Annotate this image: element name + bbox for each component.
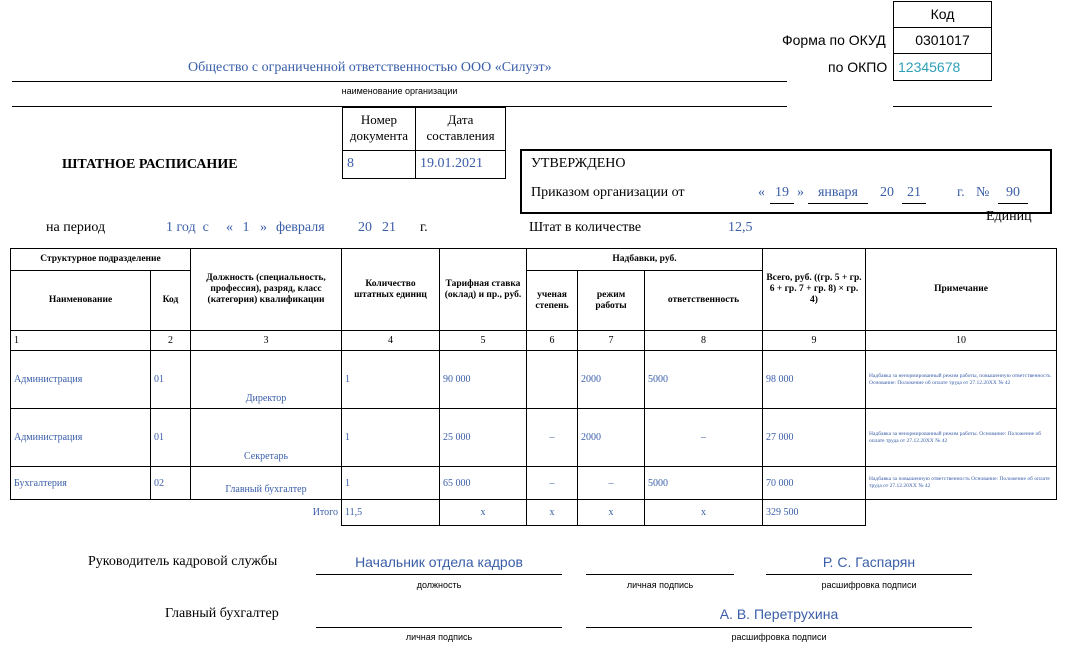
- code-header: Код: [930, 6, 955, 22]
- organization-name: Общество с ограниченной ответственностью ООО «Силуэт»: [188, 60, 552, 75]
- approved-year-line: [902, 203, 926, 204]
- cell-dept: Бухгалтерия: [11, 467, 151, 500]
- doc-date: 19.01.2021: [420, 156, 483, 171]
- th-resp: ответственность: [645, 271, 763, 331]
- accountant-name: А. В. Перетрухина: [719, 606, 839, 622]
- approved-day: 19: [775, 185, 789, 200]
- hr-label: Руководитель кадровой службы: [88, 554, 278, 569]
- th-name: Наименование: [11, 271, 151, 331]
- table-row: [11, 467, 1057, 500]
- cell-regime: –: [578, 467, 645, 500]
- okud-value: 0301017: [915, 32, 970, 48]
- approved-number-line: [998, 203, 1028, 204]
- staff-value: 12,5: [728, 220, 753, 235]
- cell-regime: 2000: [578, 351, 645, 409]
- col-number: 10: [866, 331, 1057, 351]
- cell-rate: 90 000: [440, 351, 527, 409]
- col-number: 5: [440, 331, 527, 351]
- okpo-value: 12345678: [898, 59, 961, 75]
- th-rate: Тарифная ставка (оклад) и пр., руб.: [440, 249, 527, 331]
- col-number: 3: [191, 331, 342, 351]
- hr-position-line: [316, 574, 562, 575]
- cell-degree: [527, 351, 578, 409]
- accountant-label: Главный бухгалтер: [165, 606, 279, 621]
- cell-count: 1: [342, 467, 440, 500]
- approved-quote-open: «: [758, 185, 765, 200]
- approved-quote-close: »: [797, 185, 804, 200]
- doc-number-header: Номер документа: [349, 112, 409, 143]
- approved-month: января: [817, 185, 858, 200]
- col-number: 8: [645, 331, 763, 351]
- accountant-name-line: [586, 627, 972, 628]
- cell-count: 1: [342, 409, 440, 467]
- hr-position-caption: должность: [416, 580, 462, 590]
- th-allowances: Надбавки, руб.: [527, 249, 763, 271]
- period-quote-close: »: [260, 220, 267, 235]
- col-number: 9: [763, 331, 866, 351]
- doc-number: 8: [347, 156, 354, 171]
- cell-degree: –: [527, 467, 578, 500]
- approved-month-line: [808, 203, 868, 204]
- col-number: 1: [11, 331, 151, 351]
- hr-name: Р. С. Гаспарян: [822, 554, 916, 570]
- units-label: Единиц: [986, 209, 1032, 224]
- cell-code: 02: [151, 467, 191, 500]
- th-degree: ученая степень: [527, 271, 578, 331]
- cell-total: 98 000: [763, 351, 866, 409]
- period-g: г.: [420, 220, 428, 235]
- cell-resp: –: [645, 409, 763, 467]
- hr-signature-caption: личная подпись: [626, 580, 694, 590]
- cell-code: 01: [151, 351, 191, 409]
- organization-caption: наименование организации: [341, 86, 458, 96]
- period-day: 1: [242, 220, 250, 235]
- th-code: Код: [151, 271, 191, 331]
- hr-name-line: [766, 574, 972, 575]
- approved-day-line: [770, 203, 794, 204]
- cell-dept: Администрация: [11, 351, 151, 409]
- total-label: Итого: [191, 500, 342, 526]
- approved-title: УТВЕРЖДЕНО: [531, 156, 626, 171]
- approved-year-prefix: 20: [880, 185, 894, 200]
- total-resp: х: [645, 500, 763, 526]
- staff-table: [10, 248, 1057, 526]
- cell-dept: Администрация: [11, 409, 151, 467]
- cell-position: Секретарь: [191, 409, 342, 467]
- cell-total: 27 000: [763, 409, 866, 467]
- cell-position: Директор: [191, 351, 342, 409]
- organization-line: [12, 81, 787, 82]
- cell-note: Надбавка за ненормированный режим работы. Основание: Положение об оплате труда от 27.12.20XX № 42: [866, 409, 1057, 467]
- hr-signature-line: [586, 574, 734, 575]
- period-value: 1 год с: [166, 220, 209, 235]
- period-month: февраля: [276, 220, 325, 235]
- th-struct: Структурное подразделение: [11, 249, 191, 271]
- total-regime: х: [578, 500, 645, 526]
- period-year-prefix: 20: [358, 220, 372, 235]
- accountant-decode-caption: расшифровка подписи: [731, 632, 827, 642]
- total-degree: х: [527, 500, 578, 526]
- cell-rate: 65 000: [440, 467, 527, 500]
- document-title: ШТАТНОЕ РАСПИСАНИЕ: [62, 157, 238, 172]
- table-row: [11, 409, 1057, 467]
- staff-label: Штат в количестве: [529, 220, 642, 235]
- cell-count: 1: [342, 351, 440, 409]
- total-sum: 329 500: [763, 500, 866, 526]
- approved-year-g: г.: [957, 185, 965, 200]
- th-count: Количество штатных единиц: [342, 249, 440, 331]
- approved-year-suffix: 21: [907, 185, 921, 200]
- approved-text: Приказом организации от: [531, 185, 685, 200]
- period-year-suffix: 21: [382, 220, 396, 235]
- total-row: [11, 500, 1057, 526]
- period-label: на период: [46, 220, 106, 235]
- cell-code: 01: [151, 409, 191, 467]
- period-quote-open: «: [226, 220, 233, 235]
- cell-resp: 5000: [645, 351, 763, 409]
- cell-note: Надбавка за повышенную ответственность Основание: Положение об оплате труда от 27.12.20XX № 42: [866, 467, 1057, 500]
- cell-degree: –: [527, 409, 578, 467]
- total-rate: х: [440, 500, 527, 526]
- accountant-signature-line: [316, 627, 562, 628]
- th-position: Должность (специальность, профессия), разряд, класс (категория) квалификации: [191, 249, 342, 331]
- doc-date-header: Дата составления: [426, 112, 495, 143]
- cell-rate: 25 000: [440, 409, 527, 467]
- total-count: 11,5: [342, 500, 440, 526]
- approved-number: 90: [1006, 185, 1020, 200]
- th-note: Примечание: [866, 249, 1057, 331]
- accountant-signature-caption: личная подпись: [405, 632, 473, 642]
- cell-note: Надбавка за ненормированный режим работы, повышенную ответственность Основание: Положение об оплате труда от 27.12.20XX № 42: [866, 351, 1057, 409]
- cell-position: Главный бухгалтер: [191, 467, 342, 500]
- cell-resp: 5000: [645, 467, 763, 500]
- col-number: 4: [342, 331, 440, 351]
- th-regime: режим работы: [578, 271, 645, 331]
- okud-label: Форма по ОКУД: [782, 32, 886, 48]
- col-number: 6: [527, 331, 578, 351]
- approved-number-sign: №: [976, 185, 990, 200]
- cell-total: 70 000: [763, 467, 866, 500]
- col-number: 7: [578, 331, 645, 351]
- okpo-underline: [893, 106, 992, 107]
- hr-position: Начальник отдела кадров: [355, 554, 523, 570]
- col-number: 2: [151, 331, 191, 351]
- th-total: Всего, руб. ((гр. 5 + гр. 6 + гр. 7 + гр. 8) × гр. 4): [763, 249, 866, 331]
- cell-regime: 2000: [578, 409, 645, 467]
- hr-decode-caption: расшифровка подписи: [821, 580, 917, 590]
- okpo-label: по ОКПО: [828, 59, 888, 75]
- table-row: [11, 351, 1057, 409]
